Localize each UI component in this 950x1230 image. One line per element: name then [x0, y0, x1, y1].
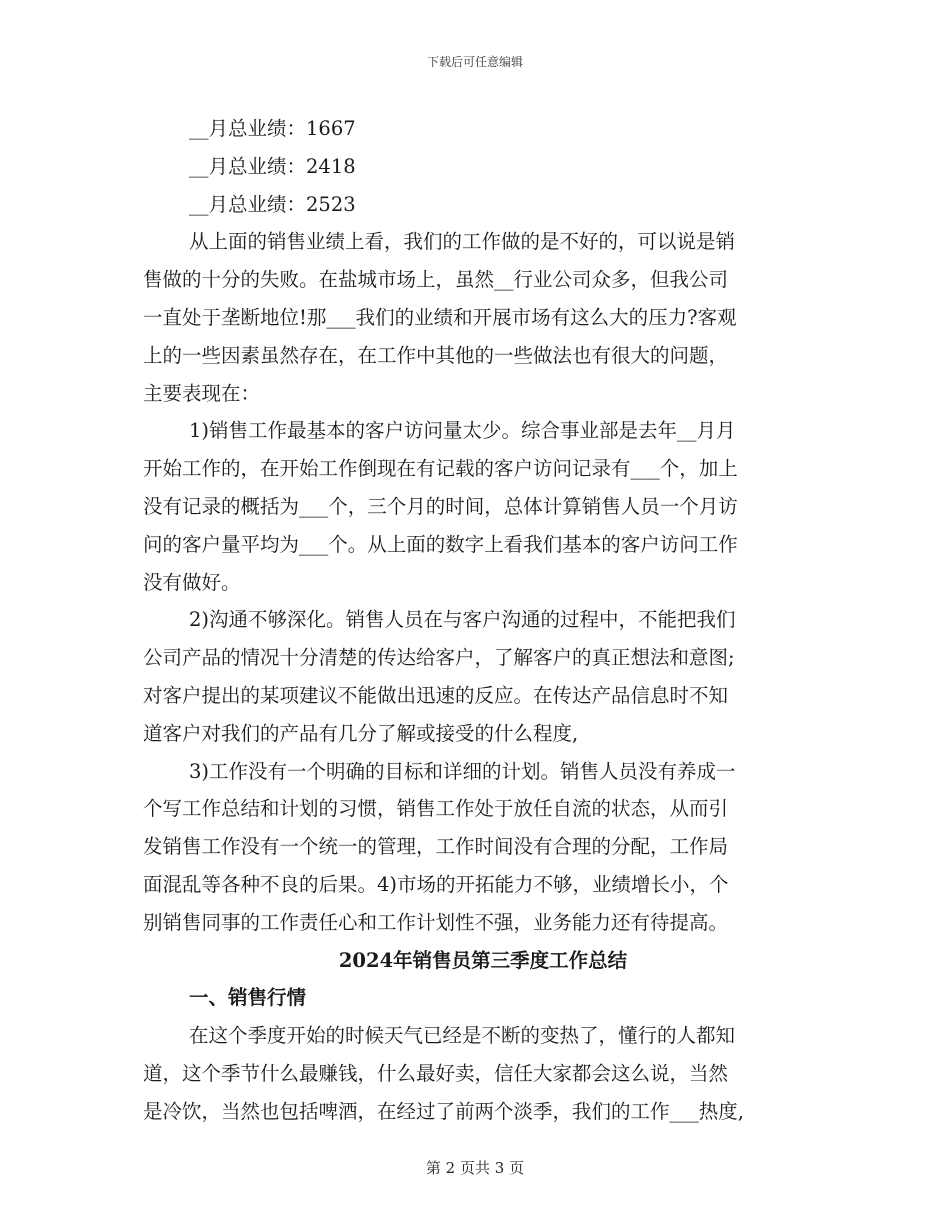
text-line: 发销售工作没有一个统一的管理，工作时间没有合理的分配，工作局 — [143, 835, 729, 859]
text-line: 在这个季度开始的时候天气已经是不断的变热了，懂行的人都知 — [189, 1024, 736, 1048]
text-line: 问的客户量平均为___个。从上面的数字上看我们基本的客户访问工作 — [143, 532, 738, 556]
text-line: 售做的十分的失败。在盐城市场上，虽然__行业公司众多，但我公司 — [143, 268, 729, 292]
page-header: 下载后可任意编辑 — [426, 55, 523, 69]
text-line: 公司产品的情况十分清楚的传达给客户，了解客户的真正想法和意图; — [143, 646, 735, 670]
text-line: 没有做好。 — [143, 570, 241, 594]
text-line: 面混乱等各种不良的后果。4)市场的开拓能力不够，业绩增长小，个 — [143, 872, 729, 896]
text-line: 1)销售工作最基本的客户访问量太少。综合事业部是去年__月月 — [189, 419, 736, 443]
page-footer: 第 2 页共 3 页 — [425, 1159, 525, 1177]
text-line: 开始工作的，在开始工作倒现在有记载的客户访问记录有___个，加上 — [143, 457, 738, 481]
text-line: 道客户对我们的产品有几分了解或接受的什么程度, — [143, 721, 579, 745]
section-heading: 一、销售行情 — [189, 986, 307, 1010]
text-line: 个写工作总结和计划的习惯，销售工作处于放任自流的状态，从而引 — [143, 797, 729, 821]
text-line: __月总业绩：2523 — [189, 192, 356, 216]
text-line: 一直处于垄断地位!那___我们的业绩和开展市场有这么大的压力?客观 — [143, 305, 737, 329]
text-line: 2)沟通不够深化。销售人员在与客户沟通的过程中，不能把我们 — [189, 608, 736, 632]
text-line: 上的一些因素虽然存在，在工作中其他的一些做法也有很大的问题， — [143, 343, 729, 367]
text-line: __月总业绩：2418 — [189, 154, 356, 178]
text-line: 没有记录的概括为___个，三个月的时间，总体计算销售人员一个月访 — [143, 494, 738, 518]
text-line: 从上面的销售业绩上看，我们的工作做的是不好的，可以说是销 — [189, 230, 736, 254]
text-line: 3)工作没有一个明确的目标和详细的计划。销售人员没有养成一 — [189, 759, 736, 783]
document-body — [143, 110, 813, 1131]
text-line: 主要表现在： — [143, 381, 261, 405]
section-title: 2024年销售员第三季度工作总结 — [338, 948, 628, 972]
text-line: 道，这个季节什么最赚钱，什么最好卖，信任大家都会这么说，当然 — [143, 1061, 729, 1085]
text-line: 别销售同事的工作责任心和工作计划性不强，业务能力还有待提高。 — [143, 910, 729, 934]
text-line: 是冷饮，当然也包括啤酒，在经过了前两个淡季，我们的工作___热度, — [143, 1099, 744, 1123]
text-line: 对客户提出的某项建议不能做出迅速的反应。在传达产品信息时不知 — [143, 683, 729, 707]
text-line: __月总业绩：1667 — [189, 117, 356, 140]
